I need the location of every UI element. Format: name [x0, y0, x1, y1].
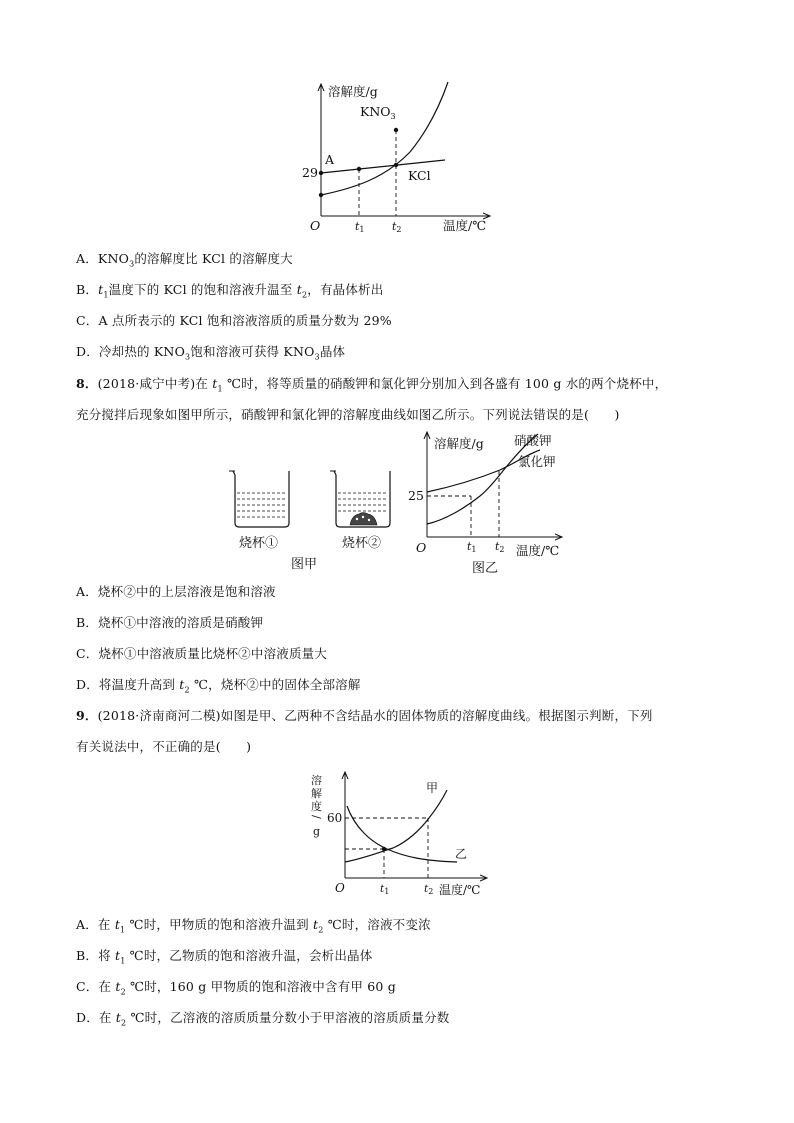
kcl-label: 氯化钾 [518, 454, 556, 469]
figure-jia-beakers [225, 465, 400, 575]
beaker-2-label: 烧杯② [342, 536, 382, 551]
y-axis-label: 溶解度/g [328, 84, 378, 99]
t2-label: t2 [424, 883, 434, 896]
yi-label: 乙 [455, 847, 468, 861]
q8-option-b: B．烧杯①中溶液的溶质是硝酸钾 [76, 615, 264, 630]
x-axis-label: 温度/℃ [439, 883, 481, 897]
q9-stem-line1: 9．(2018·济南商河二模)如图是甲、乙两种不含结晶水的固体物质的溶解度曲线。根据图示判断，下列 [76, 708, 653, 723]
figure-q9-solubility-chart [305, 770, 495, 900]
undissolved-solid [350, 513, 377, 526]
kno3-origin-point [319, 193, 323, 197]
svg-text:度: 度 [311, 800, 322, 813]
q7-option-c: C．A 点所表示的 KCl 饱和溶液溶质的质量分数为 29% [76, 313, 392, 328]
x-axis-label: 温度/℃ [516, 543, 560, 558]
q9-option-d: D．在 $t_2$ ℃时，乙溶液的溶质质量分数小于甲溶液的溶质质量分数 [76, 1010, 450, 1028]
beaker-1-label: 烧杯① [239, 536, 279, 551]
svg-text:溶: 溶 [311, 774, 322, 787]
q8-stem-line1: 8．(2018·咸宁中考)在 $t_1$ ℃时，将等质量的硝酸钾和氯化钾分别加入到各盛有 100 g 水的两个烧杯中， [76, 376, 668, 394]
figure-yi-caption: 图乙 [472, 561, 499, 576]
q9-stem-line2: 有关说法中，不正确的是( ) [76, 739, 252, 754]
yi-curve [347, 806, 457, 862]
tick-60: 60 [327, 811, 343, 825]
q8-option-c: C．烧杯①中溶液质量比烧杯②中溶液质量大 [76, 646, 328, 661]
q9-option-b: B．将 $t_1$ ℃时，乙物质的饱和溶液升温，会析出晶体 [76, 948, 373, 966]
q7-option-b: B．$t_1$温度下的 KCl 的饱和溶液升温至 $t_2$，有晶体析出 [76, 282, 384, 300]
jia-curve [345, 790, 447, 862]
q7-option-a: A．$KNO_3$的溶解度比 KCl 的溶解度大 [76, 251, 293, 269]
t2-label: t2 [495, 540, 505, 554]
t1-label: t1 [380, 883, 390, 896]
origin-label: O [310, 218, 321, 233]
point-a [319, 171, 323, 175]
svg-text:g: g [313, 825, 321, 838]
intersection-point [382, 847, 386, 851]
t2-label: t2 [392, 220, 402, 234]
figure-1-solubility-chart [300, 80, 500, 240]
y-axis-label [310, 773, 323, 838]
svg-text:解: 解 [311, 787, 322, 800]
jia-label: 甲 [426, 781, 439, 795]
tick-29: 29 [302, 165, 318, 180]
beaker-1 [229, 471, 289, 527]
q7-option-d: D．冷却热的 $KNO_3$饱和溶液可获得 $KNO_3$晶体 [76, 344, 346, 362]
svg-text:/: / [310, 815, 323, 819]
x-axis-label: 温度/℃ [443, 218, 487, 233]
figure-yi-solubility-chart [410, 428, 585, 578]
y-axis-label: 溶解度/g [434, 436, 484, 451]
q8-stem-line2: 充分搅拌后现象如图甲所示，硝酸钾和氯化钾的溶解度曲线如图乙所示。下列说法错误的是( ) [76, 407, 620, 422]
point-a-label: A [325, 152, 335, 167]
q9-option-c: C．在 $t_2$ ℃时，160 g 甲物质的饱和溶液中含有甲 60 g [76, 979, 396, 997]
beaker-2 [330, 471, 390, 527]
kno3-label: $KNO_3$ [360, 104, 396, 121]
t1-label: t1 [467, 540, 477, 554]
origin-label: O [335, 881, 345, 895]
tick-25: 25 [408, 488, 424, 503]
figure-jia-caption: 图甲 [291, 557, 318, 572]
q9-option-a: A．在 $t_1$ ℃时，甲物质的饱和溶液升温到 $t_2$ ℃时，溶液不变浓 [76, 917, 431, 935]
q8-option-d: D．将温度升高到 $t_2$ ℃，烧杯②中的固体全部溶解 [76, 677, 361, 695]
kcl-label: KCl [408, 168, 431, 183]
t1-label: t1 [355, 220, 365, 234]
kno3-label: 硝酸钾 [514, 433, 552, 448]
origin-label: O [416, 540, 427, 555]
q8-option-a: A．烧杯②中的上层溶液是饱和溶液 [76, 584, 276, 599]
